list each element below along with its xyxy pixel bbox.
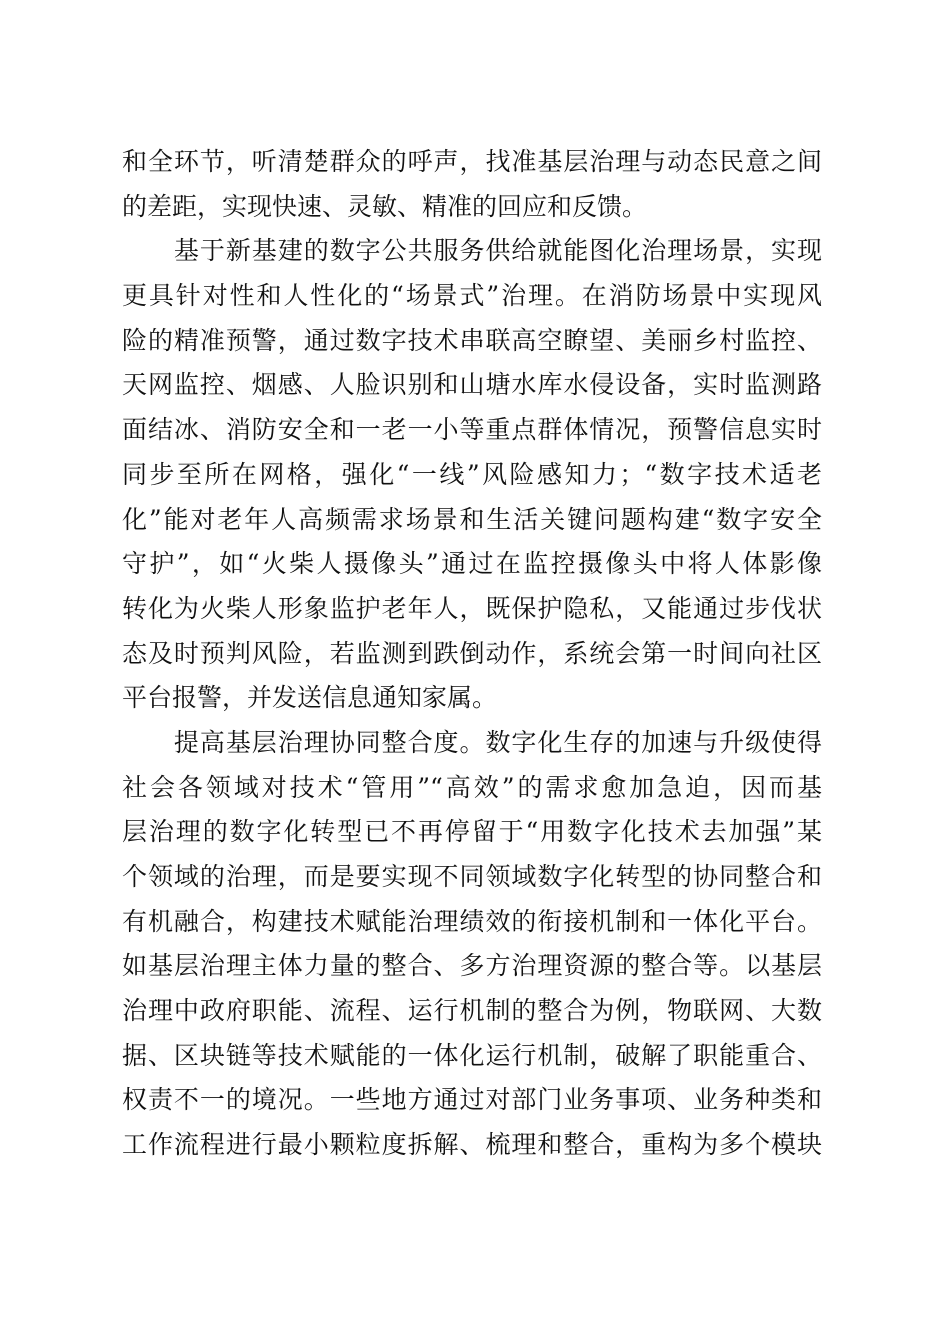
text-line: 提高基层治理协同整合度。数字化生存的加速与升级使得	[122, 727, 822, 757]
text-line: 个领域的治理，而是要实现不同领域数字化转型的协同整合和	[122, 862, 822, 891]
text-line: 工作流程进行最小颗粒度拆解、梳理和整合，重构为多个模块	[122, 1130, 822, 1160]
text-line: 有机融合，构建技术赋能治理绩效的衔接机制和一体化平台。	[122, 906, 822, 936]
text-line: 面结冰、消防安全和一老一小等重点群体情况，预警信息实时	[122, 415, 822, 445]
body-text	[122, 140, 822, 1168]
text-line: 如基层治理主体力量的整合、多方治理资源的整合等。以基层	[122, 951, 822, 981]
text-line: 转化为火柴人形象监护老年人，既保护隐私，又能通过步伐状	[122, 593, 822, 623]
text-line: 和全环节，听清楚群众的呼声，找准基层治理与动态民意之间	[122, 147, 822, 176]
text-line: 险的精准预警，通过数字技术串联高空瞭望、美丽乡村监控、	[122, 325, 822, 355]
text-line: 守护”，如“火柴人摄像头”通过在监控摄像头中将人体影像	[122, 549, 822, 579]
text-line: 更具针对性和人性化的“场景式”治理。在消防场景中实现风	[122, 281, 822, 311]
text-line: 层治理的数字化转型已不再停留于“用数字化技术去加强”某	[122, 817, 822, 847]
text-line: 社会各领域对技术“管用”“高效”的需求愈加急迫，因而基	[122, 772, 822, 802]
text-line: 治理中政府职能、流程、运行机制的整合为例，物联网、大数	[122, 996, 822, 1026]
text-line: 基于新基建的数字公共服务供给就能图化治理场景，实现	[122, 236, 822, 266]
text-line: 天网监控、烟感、人脸识别和山塘水库水侵设备，实时监测路	[122, 370, 822, 400]
text-line: 态及时预判风险，若监测到跌倒动作，系统会第一时间向社区	[122, 638, 822, 668]
text-line: 的差距，实现快速、灵敏、精准的回应和反馈。	[122, 191, 648, 221]
text-line: 同步至所在网格，强化“一线”风险感知力；“数字技术适老	[122, 459, 822, 489]
text-line: 权责不一的境况。一些地方通过对部门业务事项、业务种类和	[122, 1085, 822, 1115]
text-line: 据、区块链等技术赋能的一体化运行机制，破解了职能重合、	[122, 1040, 822, 1070]
text-line: 平台报警，并发送信息通知家属。	[122, 683, 498, 713]
text-line: 化”能对老年人高频需求场景和生活关键问题构建“数字安全	[122, 504, 822, 534]
